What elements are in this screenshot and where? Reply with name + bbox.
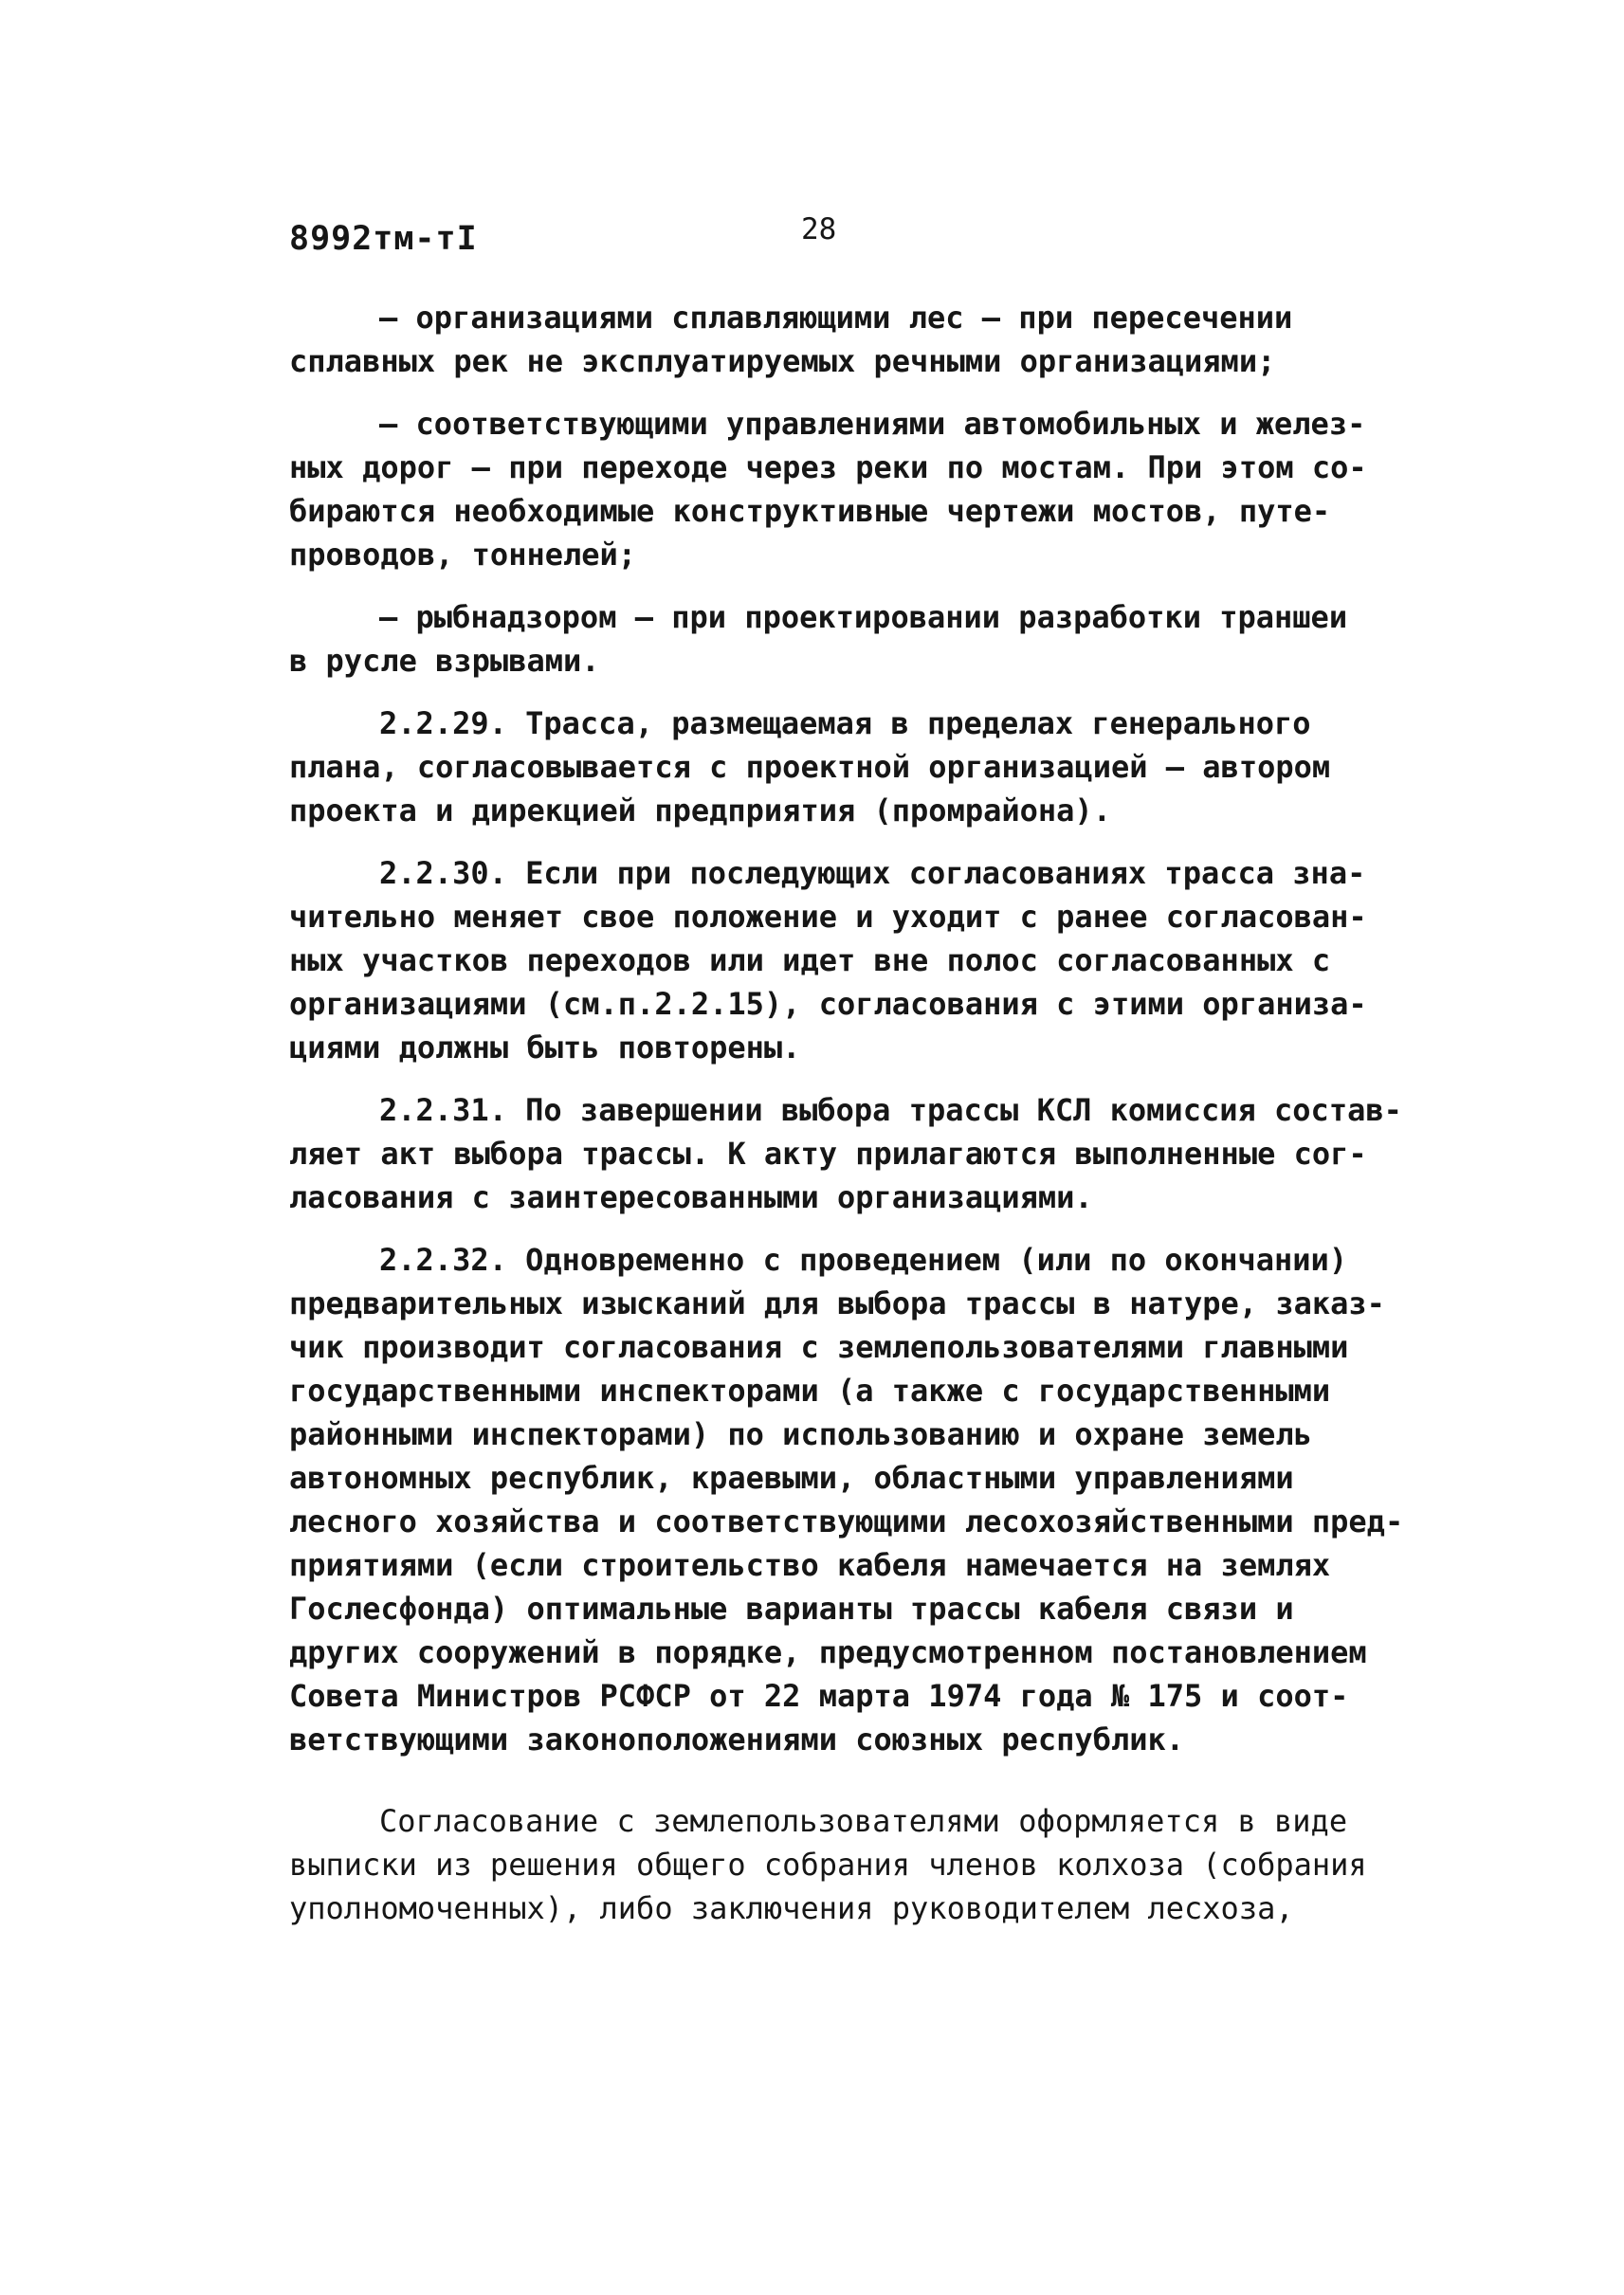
text-line: циями должны быть повторены. [289,1029,801,1066]
paragraph [289,1238,1404,1761]
text-line: ветствующими законоположениями союзных республик. [289,1721,1185,1758]
text-line: Согласование с землепользователями оформляется в виде [379,1803,1348,1839]
text-line: уполномоченных), либо заключения руководителем лесхоза, [289,1890,1294,1926]
text-line: 2.2.29. Трасса, размещаемая в пределах генерального [379,705,1311,741]
text-line: организациями (см.п.2.2.15), согласования с этими организа- [289,986,1367,1022]
text-line: 2.2.30. Если при последующих согласованиях трасса зна- [379,855,1366,891]
text-line: бираются необходимые конструктивные чертежи мостов, путе- [289,493,1331,529]
document-body [289,296,1404,1949]
paragraph [289,701,1389,832]
text-line: автономных республик, краевыми, областными управлениями [289,1460,1294,1496]
text-line: в русле взрывами. [289,643,600,679]
text-line: ляет акт выбора трассы. К акту прилагаются выполненные сог- [289,1136,1367,1172]
text-line: чик производит согласования с землепользователями главными [289,1329,1349,1365]
text-line: ных дорог – при переходе через реки по мостам. При этом со- [289,449,1367,485]
paragraph [289,595,1389,683]
text-line: сплавных рек не эксплуатируемых речными организациями; [289,343,1276,379]
text-line: Совета Министров РСФСР от 22 марта 1974 года № 175 и соот- [289,1678,1349,1714]
paragraph [289,402,1389,576]
text-line: проводов, тоннелей; [289,537,637,573]
text-line: 2.2.31. По завершении выбора трассы КСЛ комиссия состав- [379,1092,1402,1128]
text-line: выписки из решения общего собрания членов колхоза (собрания [289,1847,1367,1883]
text-line: проекта и дирекцией предприятия (промрайона). [289,792,1111,829]
text-line: других сооружений в порядке, предусмотренном постановлением [289,1634,1367,1670]
document-code: 8992тм-тI [289,220,478,258]
page-number: 28 [801,212,837,246]
text-line: приятиями (если строительство кабеля намечается на землях [289,1547,1331,1583]
paragraph [289,1799,1389,1930]
text-line: районными инспекторами) по использованию и охране земель [289,1416,1312,1452]
page-header [289,212,1389,277]
text-line: ных участков переходов или идет вне полос согласованных с [289,942,1331,978]
text-line: – рыбнадзором – при проектировании разработки траншеи [379,599,1348,635]
text-line: государственными инспекторами (а также с государственными [289,1373,1331,1409]
text-line: плана, согласовывается с проектной организацией – автором [289,749,1331,785]
text-line: предварительных изысканий для выбора трассы в натуре, заказ- [289,1285,1385,1321]
text-line: Гослесфонда) оптимальные варианты трассы кабеля связи и [289,1591,1294,1627]
paragraph [289,296,1389,383]
text-line: – организациями сплавляющими лес – при пересечении [379,300,1293,336]
paragraph [289,851,1389,1069]
text-line: 2.2.32. Одновременно с проведением (или по окончании) [379,1242,1348,1278]
text-line: чительно меняет свое положение и уходит с ранее согласован- [289,899,1367,935]
text-line: лесного хозяйства и соответствующими лесохозяйственными пред- [289,1503,1404,1539]
paragraph [289,1088,1402,1219]
text-line: ласования с заинтересованными организациями. [289,1179,1093,1215]
text-line: – соответствующими управлениями автомобильных и желез- [379,406,1366,442]
